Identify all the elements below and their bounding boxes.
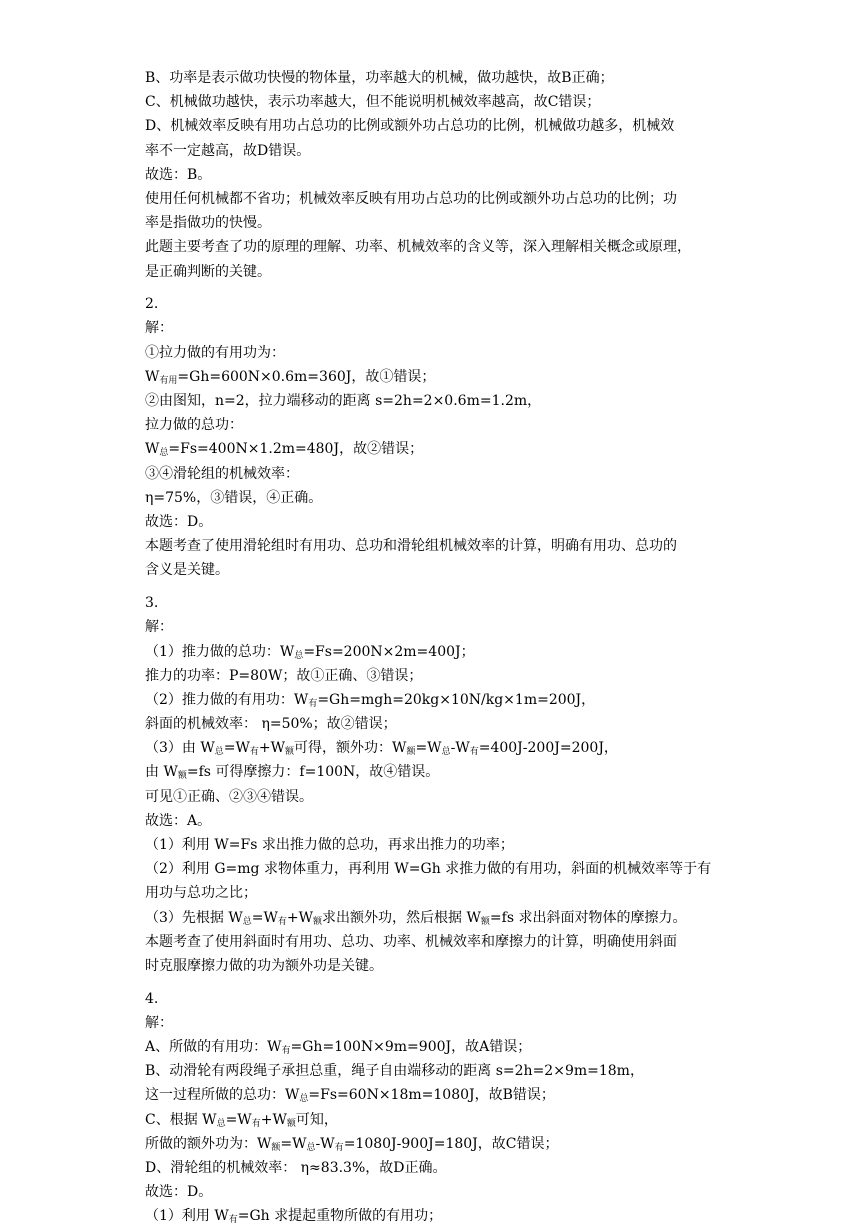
text-line — [145, 558, 725, 582]
text-line — [145, 833, 725, 857]
text-line — [145, 1180, 725, 1204]
text-line — [145, 615, 725, 639]
text-run: （2）推力做的有用功：W — [145, 691, 309, 708]
text-run: D、机械效率反映有用功占总功的比例或额外功占总功的比例，机械做功越多，机械效 — [145, 118, 675, 135]
text-line — [145, 640, 725, 664]
text-run: =Fs=400N×1.2m=480J，故②错误； — [168, 441, 424, 458]
text-line — [145, 365, 725, 389]
text-run: ③④滑轮组的机械效率： — [145, 465, 299, 482]
text-run: 故选：D。 — [145, 1184, 213, 1201]
text-run: 解： — [145, 1014, 173, 1031]
text-line — [145, 712, 725, 736]
subscript: 总 — [306, 1142, 316, 1153]
subscript: 额 — [406, 747, 416, 758]
text-line — [145, 809, 725, 833]
subscript: 有 — [251, 1118, 261, 1129]
text-run: （3）先根据 W — [145, 909, 243, 926]
text-run: =W — [223, 740, 250, 757]
text-run: =W — [251, 909, 278, 926]
text-run: =W — [280, 1135, 307, 1152]
text-run: 可得，额外功：W — [294, 740, 407, 757]
text-run: =1080J-900J=180J，故C错误； — [343, 1135, 559, 1152]
subscript: 有 — [228, 1215, 238, 1226]
text-run: （1）利用 W=Fs 求出推力做的总功，再求出推力的功率； — [145, 837, 514, 853]
text-run: C、根据 W — [145, 1111, 217, 1128]
text-run: D、滑轮组的机械效率： η≈83.3%，故D正确。 — [145, 1160, 447, 1177]
text-run: A、所做的有用功：W — [145, 1039, 282, 1056]
text-line — [145, 114, 725, 138]
text-run: 拉力做的总功： — [145, 417, 243, 434]
subscript: 有 — [469, 747, 479, 758]
text-line — [145, 510, 725, 534]
text-run: =W — [415, 740, 442, 757]
text-run: （3）由 W — [145, 740, 215, 757]
text-run: ②由图知，n=2，拉力端移动的距离 s=2h=2×0.6m=1.2m， — [145, 393, 542, 410]
text-run: 时克服摩擦力做的功为额外功是关键。 — [145, 957, 383, 974]
text-run: 2. — [145, 296, 159, 313]
subscript: 有用 — [159, 375, 178, 386]
subscript: 总 — [441, 747, 451, 758]
text-run: 率不一定越高，故D错误。 — [145, 142, 311, 159]
subscript: 额 — [271, 1142, 281, 1153]
text-line — [145, 163, 725, 187]
text-line — [145, 211, 725, 235]
text-line — [145, 462, 725, 486]
text-run: 故选：D。 — [145, 513, 213, 530]
text-run: -W — [450, 740, 470, 757]
subscript: 额 — [313, 916, 323, 927]
text-line — [145, 1035, 725, 1059]
text-run: W — [145, 368, 160, 385]
text-line — [145, 785, 725, 809]
text-run: =W — [225, 1111, 252, 1128]
text-line — [145, 389, 725, 413]
text-line — [145, 437, 725, 461]
text-run: =Fs=200N×2m=400J； — [303, 643, 475, 660]
text-run: （1）推力做的总功：W — [145, 643, 295, 660]
text-line — [145, 486, 725, 510]
text-line — [145, 1108, 725, 1132]
text-run: 含义是关键。 — [145, 562, 229, 579]
subscript: 有 — [281, 1046, 291, 1057]
text-run: 斜面的机械效率： η=50%；故②错误； — [145, 716, 397, 733]
subscript: 额 — [286, 1118, 296, 1129]
text-run: 率是指做功的快慢。 — [145, 215, 271, 232]
text-line — [145, 987, 725, 1011]
text-line — [145, 954, 725, 978]
subscript: 总 — [294, 650, 304, 661]
text-run: 是正确判断的关键。 — [145, 263, 271, 280]
text-line — [145, 1132, 725, 1156]
text-run: 故选：B。 — [145, 166, 212, 183]
section-gap — [145, 583, 725, 592]
subscript: 额 — [177, 771, 187, 782]
subscript: 总 — [299, 1094, 309, 1105]
text-line — [145, 1059, 725, 1083]
text-run: 用功与总功之比； — [145, 885, 257, 902]
text-run: 所做的额外功为：W — [145, 1135, 272, 1152]
text-run: =Gh=mgh=20kg×10N/kg×1m=200J， — [317, 691, 596, 708]
text-line — [145, 760, 725, 784]
text-line — [145, 235, 725, 259]
text-line — [145, 881, 725, 905]
text-run: 解： — [145, 619, 173, 636]
text-line — [145, 187, 725, 211]
text-run: +W — [258, 740, 286, 757]
text-run: =400J-200J=200J， — [478, 740, 618, 757]
subscript: 额 — [480, 916, 490, 927]
text-run: C、机械做功越快，表示功率越大，但不能说明机械效率越高，故C错误； — [145, 94, 601, 111]
text-run: =Gh=600N×0.6m=360J，故①错误； — [177, 368, 436, 385]
text-line — [145, 688, 725, 712]
text-run: 使用任何机械都不省功；机械效率反映有用功占总功的比例或额外功占总功的比例；功 — [145, 190, 677, 207]
answer-text-body — [145, 66, 725, 1229]
subscript: 有 — [249, 747, 259, 758]
text-line — [145, 591, 725, 615]
text-run: 本题考查了使用滑轮组时有用功、总功和滑轮组机械效率的计算，明确有用功、总功的 — [145, 538, 677, 555]
text-run: ①拉力做的有用功为： — [145, 344, 285, 361]
text-run: 此题主要考查了功的原理的理解、功率、机械效率的含义等，深入理解相关概念或原理， — [145, 239, 691, 256]
text-line — [145, 534, 725, 558]
text-run: 可知， — [295, 1111, 338, 1128]
text-run: （2）利用 G=mg 求物体重力，再利用 W=Gh 求推力做的有用功，斜面的机械效率等于有 — [145, 861, 712, 878]
subscript: 额 — [285, 747, 295, 758]
text-run: （1）利用 W — [145, 1208, 229, 1225]
text-line — [145, 413, 725, 437]
text-run: B、动滑轮有两段绳子承担总重，绳子自由端移动的距离 s=2h=2×9m=18m， — [145, 1063, 644, 1080]
subscript: 总 — [159, 448, 169, 459]
text-run: W — [145, 441, 160, 458]
text-run: =fs 求出斜面对物体的摩擦力。 — [489, 909, 687, 926]
text-line — [145, 930, 725, 954]
text-line — [145, 316, 725, 340]
text-line — [145, 736, 725, 760]
text-run: 3. — [145, 595, 159, 612]
text-run: 推力的功率：P=80W；故①正确、③错误； — [145, 667, 423, 684]
text-line — [145, 139, 725, 163]
section-gap — [145, 284, 725, 293]
text-run: η=75%，③错误，④正确。 — [145, 489, 323, 506]
subscript: 有 — [277, 916, 287, 927]
text-run: 解： — [145, 320, 173, 337]
text-run: 可见①正确、②③④错误。 — [145, 788, 313, 805]
subscript: 有 — [308, 698, 318, 709]
text-run: =Gh 求提起重物所做的有用功； — [237, 1208, 443, 1225]
text-line — [145, 1083, 725, 1107]
text-line — [145, 906, 725, 930]
text-line — [145, 1204, 725, 1228]
text-run: 本题考查了使用斜面时有用功、总功、功率、机械效率和摩擦力的计算，明确使用斜面 — [145, 933, 677, 950]
section-gap — [145, 978, 725, 987]
text-line — [145, 857, 725, 881]
text-line — [145, 90, 725, 114]
subscript: 有 — [334, 1142, 344, 1153]
text-line — [145, 341, 725, 365]
text-line — [145, 1011, 725, 1035]
text-line — [145, 1156, 725, 1180]
text-line — [145, 66, 725, 90]
text-line — [145, 664, 725, 688]
subscript: 总 — [216, 1118, 226, 1129]
text-line — [145, 260, 725, 284]
subscript: 总 — [242, 916, 252, 927]
text-run: +W — [260, 1111, 287, 1128]
text-line — [145, 292, 725, 316]
text-run: =Fs=60N×18m=1080J，故B错误； — [308, 1087, 555, 1104]
text-run: 4. — [145, 990, 159, 1007]
text-run: 这一过程所做的总功：W — [145, 1087, 300, 1104]
text-run: =fs 可得摩擦力：f=100N，故④错误。 — [186, 764, 440, 781]
text-run: =Gh=100N×9m=900J，故A错误； — [290, 1039, 532, 1056]
text-run: B、功率是表示做功快慢的物体量，功率越大的机械，做功越快，故B正确； — [145, 70, 614, 86]
text-run: -W — [315, 1135, 335, 1152]
text-run: 故选：A。 — [145, 812, 212, 829]
text-run: +W — [286, 909, 314, 926]
text-run: 求出额外功，然后根据 W — [322, 909, 481, 926]
text-run: 由 W — [145, 764, 178, 781]
subscript: 总 — [214, 747, 224, 758]
